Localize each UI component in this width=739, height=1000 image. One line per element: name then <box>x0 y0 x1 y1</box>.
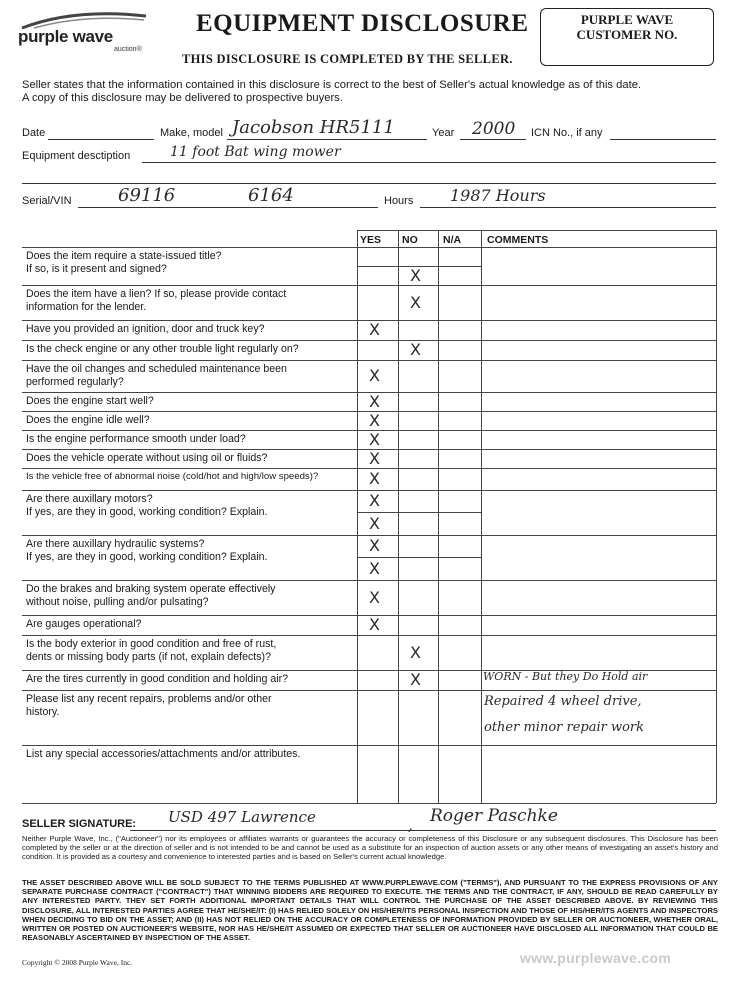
logo-name: purple wave <box>18 27 113 46</box>
customer-box-line-1: PURPLE WAVE <box>580 12 674 27</box>
icn-label: ICN No., if any <box>531 127 603 139</box>
question-text <box>26 414 150 427</box>
question-line: information for the lender. <box>26 300 147 313</box>
question-line: Does the item require a state-issued title? <box>26 250 222 262</box>
equipment-description-label: Equipment desctiption <box>22 150 131 162</box>
make-value: Jacobson HR5111 <box>232 117 395 138</box>
question-line: Are there auxillary motors? <box>26 493 153 505</box>
question-line: Does the engine start well? <box>26 395 154 407</box>
question-line: history. <box>26 705 60 718</box>
question-text <box>26 748 300 761</box>
year-value: 2000 <box>472 119 516 139</box>
col-header-comments: COMMENTS <box>487 234 549 246</box>
logo-tagline: auction® <box>114 46 142 53</box>
footer-url: www.purplewave.com <box>520 950 672 966</box>
row-divider <box>22 340 716 341</box>
question-line: Is the vehicle free of abnormal noise (cold/hot and high/low speeds)? <box>26 471 319 482</box>
comment-repairs-2: other minor repair work <box>484 720 645 735</box>
comment-tires: WORN - But they Do Hold air <box>483 670 648 683</box>
signature-line[interactable] <box>130 830 716 831</box>
signature-value-2: Roger Paschke <box>430 806 558 826</box>
question-line: Does the vehicle operate without using oil or fluids? <box>26 452 268 464</box>
disclaimer-text: Neither Purple Wave, Inc., ("Auctioneer") nor its employees or affiliates warrants or guarantees the accuracy or completeness of this Disclosure or any subsequent disclosures. This Disclosure has been completed by the seller or at the direction of seller and is not intended to be and cannot be used as a substitute for an inspection of auction assets or any other means of investigating an asset's history and condition. It is provided as a courtesy and convenience to interested parties and is based on Seller's current actual knowledge. <box>22 834 718 861</box>
col-header-na: N/A <box>443 234 462 246</box>
serial-value-1: 69116 <box>118 185 176 206</box>
checkmark-x: X <box>410 340 421 359</box>
serial-value-2: 6164 <box>248 185 294 206</box>
checkmark-x: X <box>369 320 380 339</box>
year-label: Year <box>432 127 455 139</box>
comment-repairs-1: Repaired 4 wheel drive, <box>484 694 642 709</box>
checkmark-x: X <box>410 292 421 312</box>
col-header-no: NO <box>402 234 418 246</box>
hours-label: Hours <box>384 195 414 207</box>
checkmark-x: X <box>369 429 380 449</box>
checkmark-x: X <box>369 366 380 385</box>
question-text <box>26 288 286 313</box>
row-divider <box>22 360 716 361</box>
question-line: dents or missing body parts (if not, explain defects)? <box>26 650 271 663</box>
question-line: Are gauges operational? <box>26 618 142 630</box>
header-bottom-border <box>22 247 716 248</box>
question-line: If so, is it present and signed? <box>26 262 167 275</box>
row-divider <box>22 690 716 691</box>
question-line: without noise, pulling and/or pulsating? <box>26 595 209 608</box>
question-text <box>26 493 267 518</box>
serial-label: Serial/VIN <box>22 195 72 207</box>
checkmark-x: X <box>369 513 380 533</box>
checkmark-x: X <box>369 491 380 510</box>
column-divider <box>481 230 482 803</box>
question-line: Please list any recent repairs, problems and/or other <box>26 693 272 705</box>
signature-value-1: USD 497 Lawrence <box>168 808 316 826</box>
checkmark-x: X <box>369 587 380 607</box>
question-line: Is the body exterior in good condition and free of rust, <box>26 638 277 650</box>
question-text <box>26 673 288 686</box>
question-text <box>26 538 267 563</box>
signature-separator: , <box>408 816 413 834</box>
customer-box-line-2: CUSTOMER NO. <box>576 27 678 42</box>
question-text <box>26 323 265 336</box>
question-text <box>26 395 154 408</box>
question-line: Is the check engine or any other trouble light regularly on? <box>26 343 299 355</box>
signature-label: SELLER SIGNATURE: <box>22 818 137 830</box>
question-text <box>26 363 287 388</box>
question-line: Have the oil changes and scheduled maintenance been <box>26 363 287 375</box>
question-line: Does the item have a lien? If so, please provide contact <box>26 288 287 300</box>
hours-value: 1987 Hours <box>450 186 546 205</box>
column-divider <box>398 230 399 803</box>
row-divider <box>22 803 716 804</box>
question-text <box>26 471 318 484</box>
question-line: Are the tires currently in good condition and holding air? <box>26 673 289 685</box>
question-line: Is the engine performance smooth under load? <box>26 433 246 445</box>
question-text <box>26 693 272 718</box>
statement-line-1: Seller states that the information contained in this disclosure is correct to the best of Seller's actual knowledge as of this date. <box>22 79 642 91</box>
question-text <box>26 452 267 465</box>
col-header-yes: YES <box>360 234 382 246</box>
question-text <box>26 618 141 631</box>
terms-text: THE ASSET DESCRIBED ABOVE WILL BE SOLD SUBJECT TO THE TERMS PUBLISHED AT WWW.PURPLEWAVE.COM ("TERMS"), AND PURSUANT TO THE EXPRESS PROVISIONS OF ANY SEPARATE PURCHASE CONTRACT ("CONTRACT") THAT WINNING BIDDERS ARE REQUIRED TO EXECUTE. THE TERMS AND THE CONTRACT, IF ANY, SHOULD BE READ CAREFULLY BY ANY INTERESTED PARTY. THEY SET FORTH ADDITIONAL IMPORTANT DETAILS THAT WILL CONTROL THE PURCHASE OF THE ASSET DESCRIBED ABOVE. BY REVIEWING THIS DISCLOSURE, ALL INTERESTED PARTIES AGREE THAT HE/SHE/IT: (I) HAS RELIED SOLELY ON HIS/HER/ITS PERSONAL INSPECTION AND THOSE OF HIS/HER/ITS AGENTS AND INSPECTORS WHEN DECIDING TO BID ON THE ASSET; AND (II) HAS NOT RELIED ON THE ACCURACY OR COMPLETENESS OF INFORMATION PROVIDED BY SELLER OR AUCTIONEER, WHETHER ORAL, WRITTEN OR POSTED ON AUCTIONEER'S WEBSITE, NOR HAS HE/SHE/IT ASSUMED OR EXPECTED THAT SELLER OR AUCTIONEER HAVE DISCLOSED ALL INFORMATION THAT COULD BE REASONABLY ASCERTAINED BY INSPECTION OF THE ASSET. <box>22 878 718 943</box>
page-title: EQUIPMENT DISCLOSURE <box>196 10 529 37</box>
question-line: Do the brakes and braking system operate effectively <box>26 583 276 595</box>
question-line: If yes, are they in good, working condition? Explain. <box>26 550 268 563</box>
question-text <box>26 583 275 608</box>
column-divider <box>357 230 358 803</box>
row-divider <box>22 635 716 636</box>
checkmark-x: X <box>369 391 380 411</box>
question-line: Are there auxillary hydraulic systems? <box>26 538 205 550</box>
checkmark-x: X <box>369 469 380 488</box>
column-divider <box>438 230 439 803</box>
question-line: Have you provided an ignition, door and truck key? <box>26 323 265 335</box>
checkmark-x: X <box>369 536 380 555</box>
checkmark-x: X <box>410 642 421 662</box>
copyright: Copyright © 2008 Purple Wave, Inc. <box>22 958 133 967</box>
table-top-border <box>357 230 716 231</box>
checkmark-x: X <box>410 265 421 285</box>
checkmark-x: X <box>369 615 380 634</box>
date-label: Date <box>22 127 46 139</box>
checkmark-x: X <box>410 670 421 689</box>
row-divider <box>22 580 716 581</box>
question-text <box>26 343 299 356</box>
row-divider <box>22 745 716 746</box>
question-text <box>26 433 246 446</box>
question-line: List any special accessories/attachments and/or attributes. <box>26 748 301 760</box>
row-divider <box>22 285 716 286</box>
question-text <box>26 638 276 663</box>
equipment-description-value: 11 foot Bat wing mower <box>170 144 341 160</box>
checkmark-x: X <box>369 558 380 578</box>
question-text <box>26 250 222 275</box>
table-right-border <box>716 230 717 803</box>
checkmark-x: X <box>369 410 380 430</box>
page-subtitle: THIS DISCLOSURE IS COMPLETED BY THE SELLER. <box>182 52 513 66</box>
question-line: Does the engine idle well? <box>26 414 150 426</box>
statement-line-2: A copy of this disclosure may be delivered to prospective buyers. <box>22 92 343 104</box>
make-label: Make, model <box>160 127 223 139</box>
question-line: If yes, are they in good, working condition? Explain. <box>26 505 268 518</box>
checkmark-x: X <box>369 448 380 468</box>
question-line: performed regularly? <box>26 375 124 388</box>
